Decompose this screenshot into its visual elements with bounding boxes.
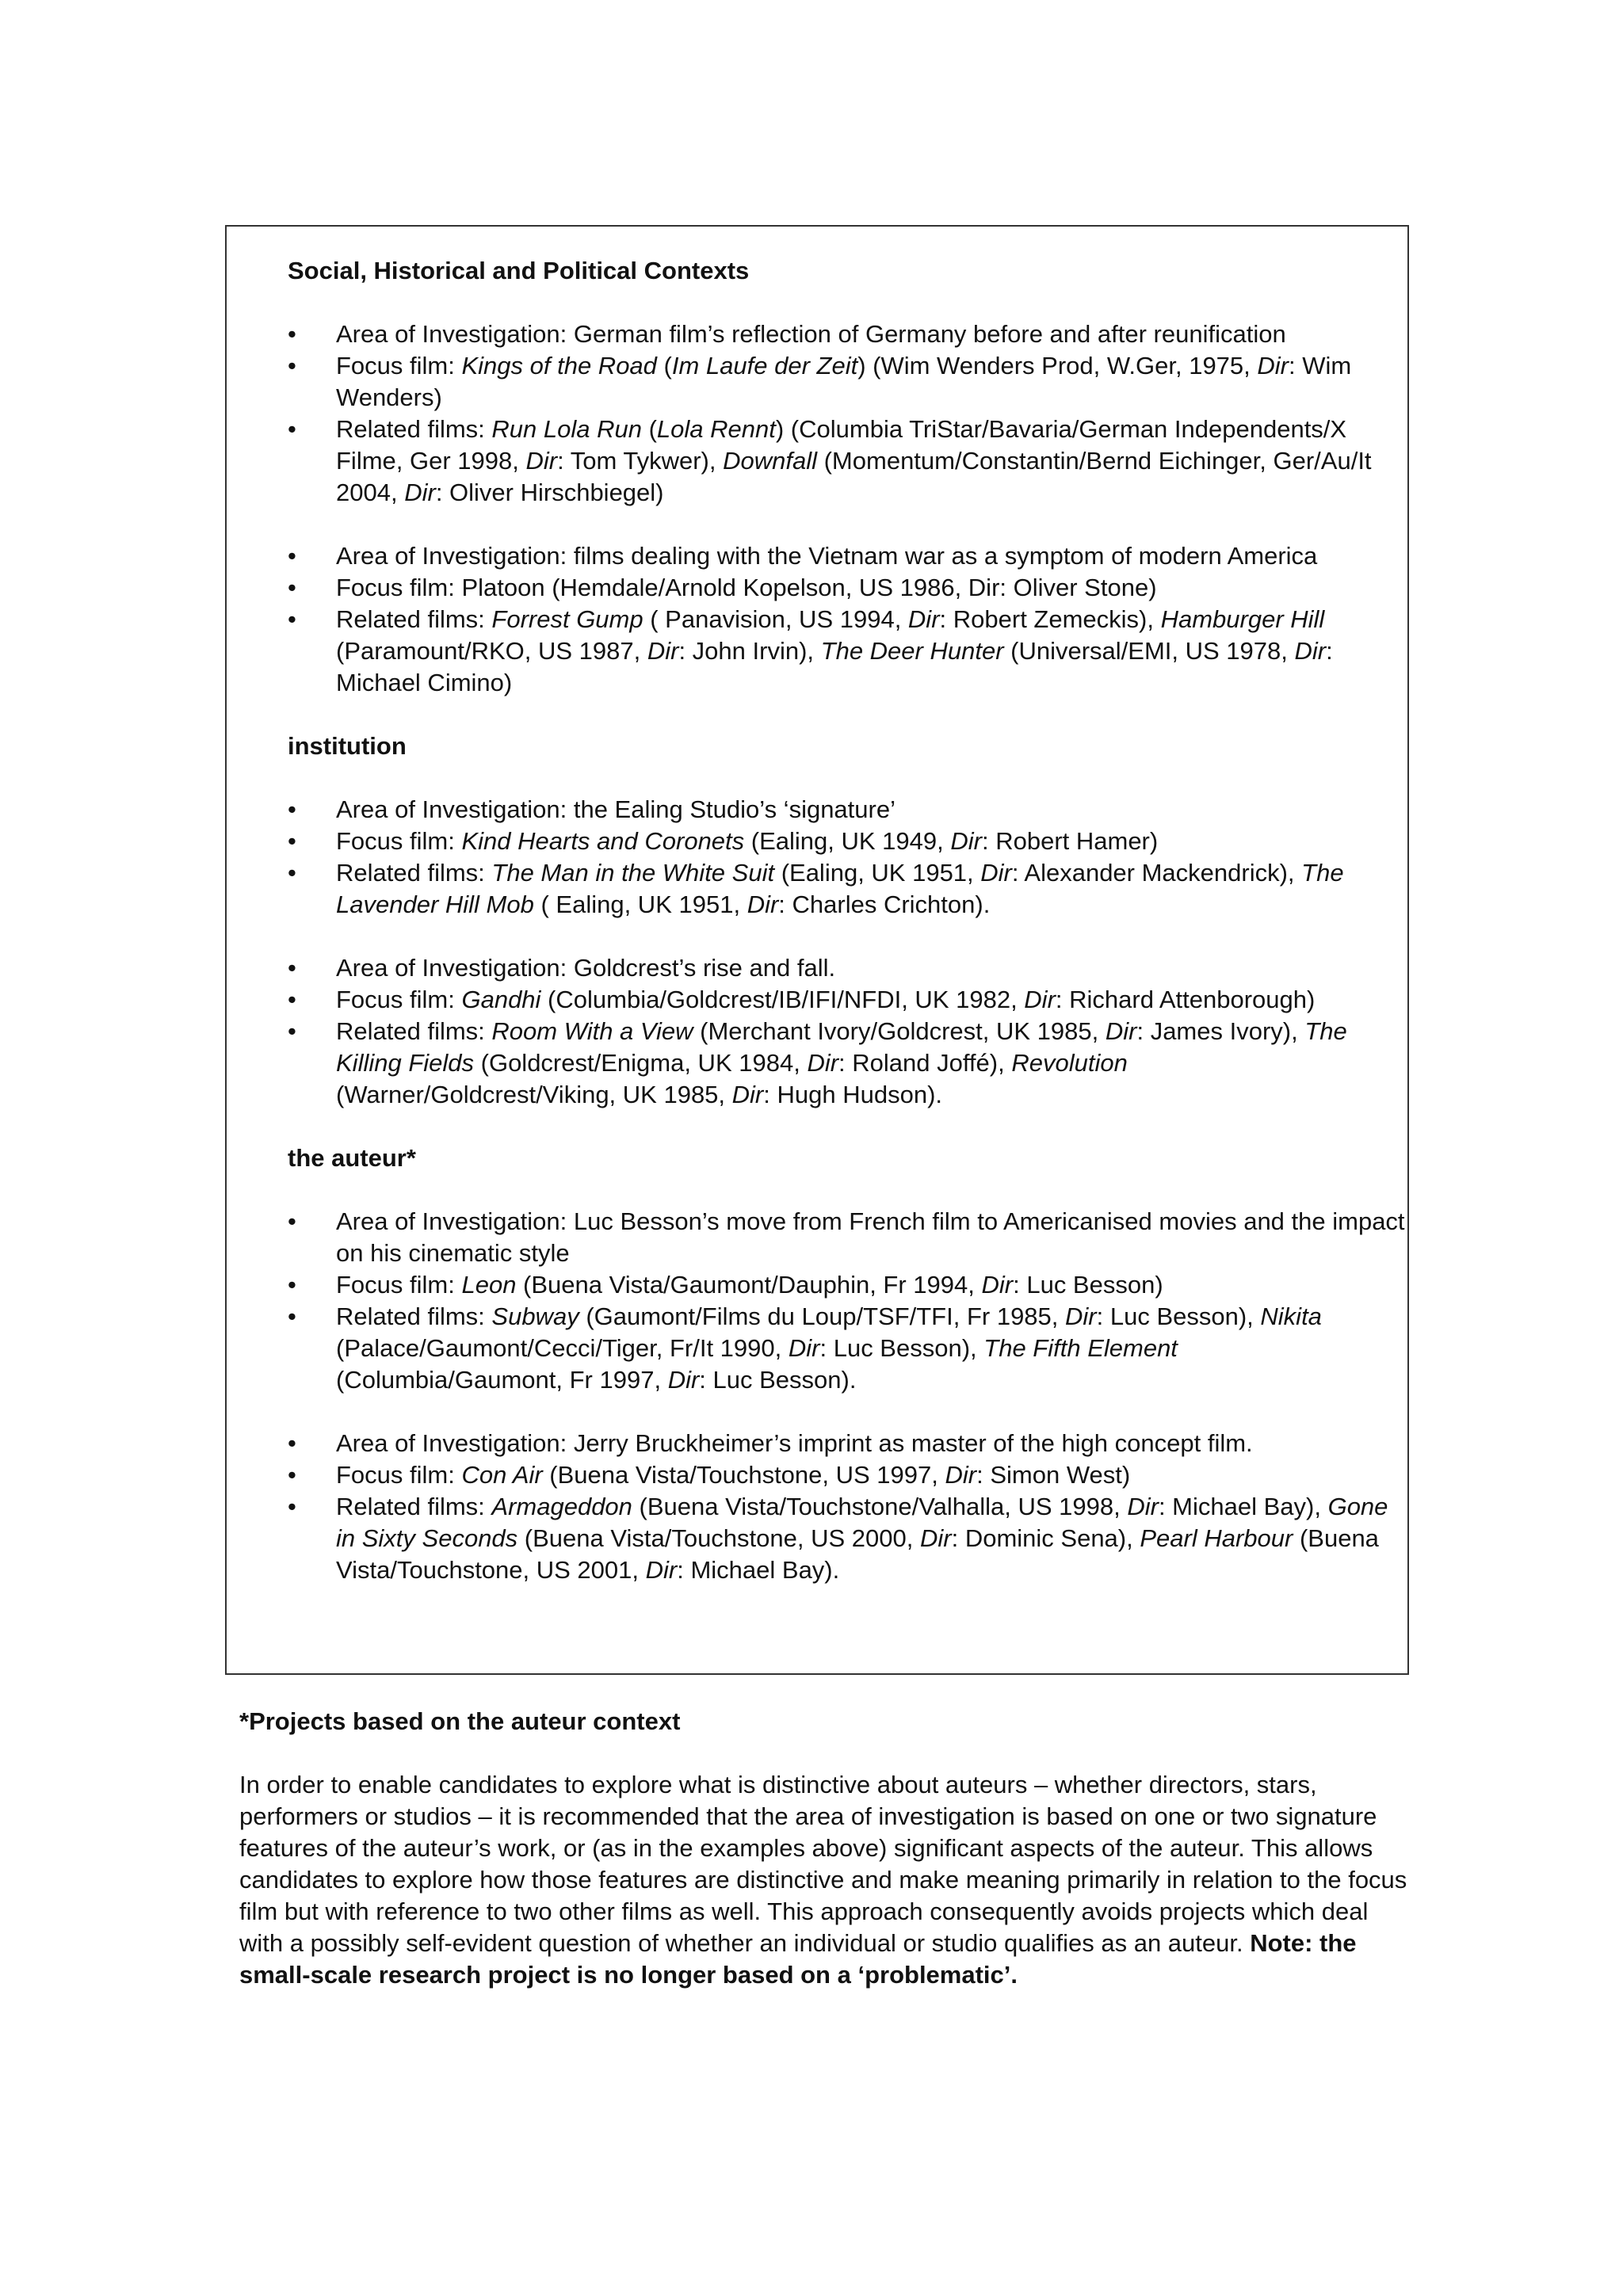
italic-title: Dir	[980, 859, 1012, 887]
list-item	[288, 1301, 1405, 1396]
italic-title: Dir	[907, 605, 940, 633]
italic-title: Hamburger Hill	[1160, 605, 1325, 633]
text-run: (Buena Vista/Touchstone/Valhalla, US 1998,	[632, 1493, 1128, 1520]
italic-title: The Man in the White Suit	[491, 859, 775, 887]
text-run: (Buena Vista/Gaumont/Dauphin, Fr 1994,	[516, 1271, 982, 1299]
text-run: (Buena Vista/Touchstone, US 2000,	[517, 1524, 920, 1552]
bold-text: Note: the small-scale research project is no longer based on a ‘problematic’.	[239, 1929, 1357, 1989]
text-run: : Wim Wenders)	[336, 352, 1352, 411]
list-item	[288, 318, 1405, 350]
text-run: Related films:	[336, 1493, 492, 1520]
text-run: : Robert Hamer)	[981, 827, 1159, 855]
text-run: Related films:	[336, 859, 492, 887]
italic-title: Dir	[981, 1271, 1014, 1299]
text-run: (Buena Vista/Touchstone, US 1997,	[542, 1461, 945, 1489]
italic-title: Dir	[645, 1556, 678, 1584]
italic-title: Gone in Sixty Seconds	[336, 1493, 1388, 1552]
list-item	[288, 1269, 1405, 1301]
bullet-icon: •	[288, 320, 296, 348]
auteur-note	[239, 1706, 1408, 1991]
text-run: : Hugh Hudson).	[763, 1081, 942, 1108]
bullet-icon: •	[288, 1461, 296, 1489]
list-item	[288, 414, 1405, 509]
text-run: (Gaumont/Films du Loup/TSF/TFI, Fr 1985,	[579, 1302, 1066, 1330]
italic-title: Pearl Harbour	[1140, 1524, 1293, 1552]
italic-title: The Fifth Element	[983, 1334, 1178, 1362]
italic-title: Dir	[1065, 1302, 1097, 1330]
text-run: Area of Investigation: Goldcrest’s rise and fall.	[336, 954, 836, 982]
text-run: : Luc Besson),	[819, 1334, 984, 1362]
italic-title: Armageddon	[491, 1493, 632, 1520]
text-run: Area of Investigation: German film’s reflection of Germany before and after reunification	[336, 320, 1286, 348]
bullet-icon: •	[288, 352, 296, 379]
list-item	[288, 1428, 1405, 1459]
italic-title: Run Lola Run	[491, 415, 642, 443]
bullet-list	[288, 794, 1405, 921]
section-auteur	[288, 1142, 1405, 1586]
italic-title: Revolution	[1011, 1049, 1128, 1077]
italic-title: Dir	[1127, 1493, 1159, 1520]
text-run: (Ealing, UK 1949,	[744, 827, 951, 855]
bullet-list	[288, 952, 1405, 1111]
text-run: Focus film:	[336, 1271, 462, 1299]
bullet-list	[288, 318, 1405, 509]
text-run: : Luc Besson),	[1096, 1302, 1261, 1330]
text-run: Area of Investigation: Jerry Bruckheimer’s imprint as master of the high concept film.	[336, 1429, 1253, 1457]
text-run: : Alexander Mackendrick),	[1011, 859, 1302, 887]
text-run: In order to enable candidates to explore what is distinctive about auteurs – whether directors, stars, performers or studios – it is recommended that the area of investigation is based on one or two signature features of the auteur’s work, or (as in the examples above) significant aspects of the auteur. This allows candidates to explore how those features are distinctive and make meaning primarily in relation to the focus film but with reference to two other films as well. This approach consequently avoids projects which deal with a possibly self-evident question of whether an individual or studio qualifies as an auteur.	[239, 1771, 1407, 1957]
bullet-icon: •	[288, 795, 296, 823]
text-run: ( Ealing, UK 1951,	[533, 891, 747, 918]
text-run: : Michael Cimino)	[336, 637, 1333, 696]
text-run: Focus film:	[336, 827, 462, 855]
italic-title: Gandhi	[461, 986, 541, 1013]
text-run: : James Ivory),	[1136, 1017, 1305, 1045]
section-heading: institution	[288, 732, 407, 760]
text-run: (Buena Vista/Touchstone, US 2001,	[336, 1524, 1379, 1584]
text-run: : Oliver Hirschbiegel)	[435, 479, 664, 506]
list-item	[288, 1491, 1405, 1586]
text-run: : Tom Tykwer),	[557, 447, 724, 475]
section-institution	[288, 730, 1405, 1111]
italic-title: Subway	[491, 1302, 579, 1330]
italic-title: Kind Hearts and Coronets	[461, 827, 745, 855]
list-item	[288, 1016, 1405, 1111]
text-run: : Simon West)	[976, 1461, 1131, 1489]
text-run: Related films:	[336, 605, 492, 633]
italic-title: Dir	[525, 447, 558, 475]
italic-title: Im Laufe der Zeit	[671, 352, 858, 379]
italic-title: Kings of the Road	[461, 352, 657, 379]
list-item	[288, 350, 1405, 414]
text-run: (Momentum/Constantin/Bernd Eichinger, Ger/Au/It 2004,	[336, 447, 1372, 506]
italic-title: Dir	[731, 1081, 764, 1108]
bullet-icon: •	[288, 827, 296, 855]
text-run: (Paramount/RKO, US 1987,	[336, 637, 647, 665]
text-run: : John Irvin),	[678, 637, 821, 665]
italic-title: Con Air	[461, 1461, 543, 1489]
italic-title: Dir	[788, 1334, 820, 1362]
bullet-icon: •	[288, 1429, 296, 1457]
italic-title: Dir	[1294, 637, 1327, 665]
text-run: Related films:	[336, 1302, 492, 1330]
bullet-list	[288, 1428, 1405, 1586]
italic-title: Nikita	[1260, 1302, 1322, 1330]
bullet-list	[288, 540, 1405, 699]
text-run: Focus film:	[336, 352, 462, 379]
text-run: Focus film:	[336, 1461, 462, 1489]
text-run: : Dominic Sena),	[951, 1524, 1140, 1552]
text-run: (	[641, 415, 657, 443]
text-run: (Columbia/Goldcrest/IB/IFI/NFDI, UK 1982,	[540, 986, 1025, 1013]
text-run: (	[656, 352, 672, 379]
text-run: (Merchant Ivory/Goldcrest, UK 1985,	[693, 1017, 1106, 1045]
text-run: Related films:	[336, 1017, 492, 1045]
italic-title: Dir	[404, 479, 436, 506]
text-run: ) (Wim Wenders Prod, W.Ger, 1975,	[857, 352, 1258, 379]
text-run: ( Panavision, US 1994,	[643, 605, 908, 633]
text-run: (Universal/EMI, US 1978,	[1003, 637, 1295, 665]
bullet-icon: •	[288, 986, 296, 1013]
text-run: (Palace/Gaumont/Cecci/Tiger, Fr/It 1990,	[336, 1334, 789, 1362]
bullet-icon: •	[288, 1493, 296, 1520]
italic-title: The Lavender Hill Mob	[336, 859, 1344, 918]
text-run: : Robert Zemeckis),	[939, 605, 1161, 633]
bullet-icon: •	[288, 954, 296, 982]
bullet-icon: •	[288, 415, 296, 443]
italic-title: Forrest Gump	[491, 605, 643, 633]
italic-title: Dir	[919, 1524, 952, 1552]
bullet-icon: •	[288, 574, 296, 601]
list-item	[288, 604, 1405, 699]
note-heading: *Projects based on the auteur context	[239, 1707, 681, 1735]
bullet-icon: •	[288, 859, 296, 887]
list-item	[288, 857, 1405, 921]
italic-title: Dir	[945, 1461, 977, 1489]
text-run: (Ealing, UK 1951,	[774, 859, 981, 887]
bullet-icon: •	[288, 1207, 296, 1235]
text-run: (Goldcrest/Enigma, UK 1984,	[474, 1049, 808, 1077]
bullet-icon: •	[288, 605, 296, 633]
list-item	[288, 794, 1405, 826]
list-item	[288, 1206, 1405, 1269]
italic-title: Dir	[647, 637, 679, 665]
text-run: Area of Investigation: the Ealing Studio’s ‘signature’	[336, 795, 896, 823]
bullet-icon: •	[288, 1017, 296, 1045]
italic-title: The Killing Fields	[336, 1017, 1347, 1077]
text-run: : Luc Besson)	[1013, 1271, 1163, 1299]
text-run: Area of Investigation: Luc Besson’s move from French film to Americanised movies and the impact on his cinematic style	[336, 1207, 1405, 1267]
list-item	[288, 984, 1405, 1016]
text-run: Focus film: Platoon (Hemdale/Arnold Kopelson, US 1986, Dir: Oliver Stone)	[336, 574, 1157, 601]
text-run: Area of Investigation: films dealing with the Vietnam war as a symptom of modern America	[336, 542, 1318, 570]
text-run: ) (Columbia TriStar/Bavaria/German Independents/X Filme, Ger 1998,	[336, 415, 1347, 475]
list-item	[288, 1459, 1405, 1491]
italic-title: Room With a View	[491, 1017, 693, 1045]
text-run: : Luc Besson).	[699, 1366, 857, 1394]
italic-title: The Deer Hunter	[820, 637, 1004, 665]
italic-title: Lola Rennt	[656, 415, 776, 443]
text-run: Focus film:	[336, 986, 462, 1013]
text-run: (Columbia/Gaumont, Fr 1997,	[336, 1366, 668, 1394]
italic-title: Dir	[1257, 352, 1289, 379]
text-run: : Michael Bay).	[677, 1556, 840, 1584]
section-heading: the auteur*	[288, 1144, 416, 1172]
list-item	[288, 826, 1405, 857]
text-run: Related films:	[336, 415, 492, 443]
italic-title: Dir	[807, 1049, 839, 1077]
bullet-icon: •	[288, 1302, 296, 1330]
text-run: : Richard Attenborough)	[1055, 986, 1316, 1013]
italic-title: Leon	[461, 1271, 517, 1299]
italic-title: Dir	[1024, 986, 1056, 1013]
text-run: : Roland Joffé),	[838, 1049, 1012, 1077]
italic-title: Downfall	[723, 447, 817, 475]
bullet-icon: •	[288, 1271, 296, 1299]
contexts-content	[288, 255, 1405, 1586]
section-social-historical	[288, 255, 1405, 699]
section-heading: Social, Historical and Political Contexts	[288, 257, 750, 284]
note-paragraph	[239, 1769, 1408, 1991]
italic-title: Dir	[950, 827, 982, 855]
italic-title: Dir	[1105, 1017, 1137, 1045]
bullet-icon: •	[288, 542, 296, 570]
text-run: : Michael Bay),	[1158, 1493, 1328, 1520]
list-item	[288, 540, 1405, 572]
bullet-list	[288, 1206, 1405, 1396]
italic-title: Dir	[747, 891, 779, 918]
text-run: : Charles Crichton).	[778, 891, 991, 918]
text-run: (Warner/Goldcrest/Viking, UK 1985,	[336, 1081, 732, 1108]
list-item	[288, 952, 1405, 984]
list-item	[288, 572, 1405, 604]
italic-title: Dir	[667, 1366, 700, 1394]
